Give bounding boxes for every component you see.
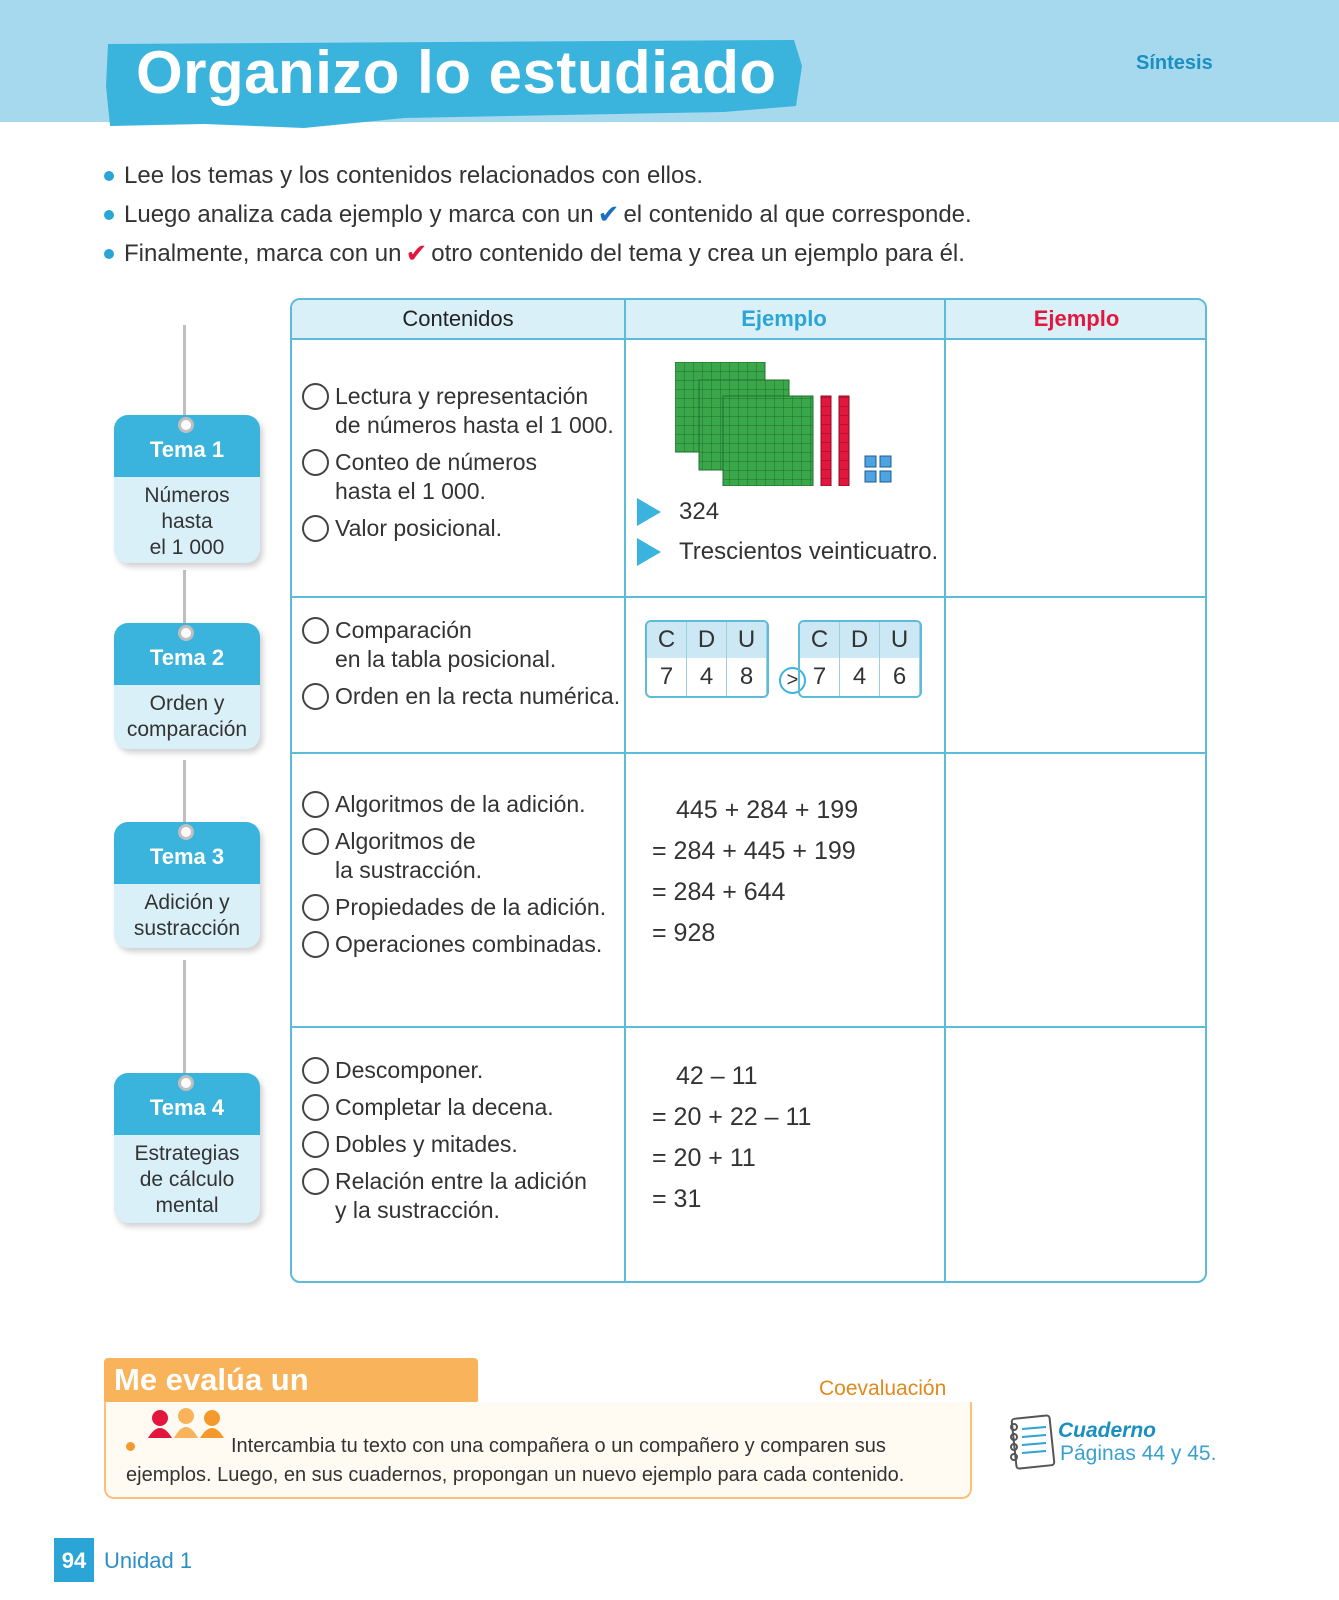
- content-option[interactable]: Dobles y mitades.: [302, 1130, 587, 1159]
- content-option[interactable]: Comparación en la tabla posicional.: [302, 616, 620, 674]
- unit-cubes: [865, 456, 891, 482]
- tema-name: Números hasta el 1 000: [144, 484, 230, 559]
- content-option[interactable]: Operaciones combinadas.: [302, 930, 606, 959]
- checkbox-circle[interactable]: [302, 894, 329, 921]
- row-divider: [292, 1026, 1207, 1028]
- instruction-text: el contenido al que corresponde.: [623, 201, 972, 228]
- ten-rod-1: [821, 396, 831, 486]
- mental-calc-example: 42 – 11 = 20 + 22 – 11 = 20 + 11 = 31: [652, 1062, 812, 1213]
- content-option[interactable]: Valor posicional.: [302, 514, 614, 543]
- place-value-table-right: C D U 7 4 6: [798, 620, 922, 698]
- instruction-text: otro contenido del tema y crea un ejemplo para él.: [431, 240, 965, 267]
- ten-rod-2: [839, 396, 849, 486]
- contents-row-2: [302, 616, 620, 719]
- section-label: Síntesis: [1136, 52, 1213, 74]
- instruction-3: [104, 234, 1204, 273]
- header-contenidos: Contenidos: [292, 300, 624, 340]
- instruction-2: [104, 195, 1204, 234]
- header-ejemplo-red: Ejemplo: [944, 300, 1207, 340]
- pin-icon: [178, 1075, 194, 1091]
- instruction-text: Luego analiza cada ejemplo y marca con un: [124, 201, 594, 228]
- instruction-1: [104, 156, 1204, 195]
- coevaluation-label: Coevaluación: [819, 1377, 947, 1400]
- tema-name: Orden y comparación: [126, 692, 248, 741]
- tema-name: Estrategias de cálculo mental: [134, 1142, 240, 1217]
- instruction-text: Lee los temas y los contenidos relacionados con ellos.: [124, 162, 703, 189]
- checkbox-circle[interactable]: [302, 828, 329, 855]
- instruction-text: Finalmente, marca con un: [124, 240, 402, 267]
- tema-card-1: [114, 415, 260, 563]
- contents-row-3: [302, 790, 606, 967]
- checkbox-circle[interactable]: [302, 1094, 329, 1121]
- column-divider: [944, 300, 946, 1283]
- contents-row-1: [302, 382, 614, 551]
- column-divider: [624, 300, 626, 1283]
- checkbox-circle[interactable]: [302, 1131, 329, 1158]
- checkbox-circle[interactable]: [302, 791, 329, 818]
- example-words-row: [637, 538, 938, 566]
- evaluation-text: Intercambia tu texto con una compañera o un compañero y comparen sus ejemplos. Luego, en sus cuadernos, propongan un nuevo ejemplo para cada contenido.: [126, 1435, 905, 1486]
- content-option[interactable]: Conteo de números hasta el 1 000.: [302, 448, 614, 506]
- checkbox-circle[interactable]: [302, 683, 329, 710]
- notebook-icon: [1006, 1413, 1056, 1471]
- checkbox-circle[interactable]: [302, 931, 329, 958]
- checkbox-circle[interactable]: [302, 617, 329, 644]
- pin-icon: [178, 417, 194, 433]
- page-title: Organizo lo estudiado: [136, 39, 777, 106]
- red-check-icon: ✔: [405, 238, 428, 268]
- checkbox-circle[interactable]: [302, 449, 329, 476]
- example-number-row: [637, 498, 719, 526]
- content-option[interactable]: Algoritmos de la sustracción.: [302, 827, 606, 885]
- content-option[interactable]: Relación entre la adición y la sustracción.: [302, 1167, 587, 1225]
- bullet-icon: [104, 249, 114, 259]
- connector-line: [183, 960, 186, 1085]
- instructions: [104, 156, 1204, 273]
- content-option[interactable]: Propiedades de la adición.: [302, 893, 606, 922]
- tema-name: Adición y sustracción: [133, 891, 241, 940]
- content-table: [290, 298, 1207, 1283]
- example-number: 324: [679, 498, 720, 525]
- evaluation-title: Me evalúa un: [104, 1358, 478, 1404]
- blue-check-icon: ✔: [597, 199, 620, 229]
- row-divider: [292, 752, 1207, 754]
- content-option[interactable]: Descomponer.: [302, 1056, 587, 1085]
- checkbox-circle[interactable]: [302, 1057, 329, 1084]
- play-arrow-icon: [637, 498, 661, 526]
- place-value-table-left: C D U 7 4 8: [645, 620, 769, 698]
- content-option[interactable]: Lectura y representación de números hasta el 1 000.: [302, 382, 614, 440]
- unit-label: Unidad 1: [104, 1548, 193, 1573]
- tema-header: Tema 3: [114, 822, 260, 884]
- tema-card-3: [114, 822, 260, 948]
- addition-example: 445 + 284 + 199 = 284 + 445 + 199 = 284 + 644 = 928: [652, 796, 859, 947]
- header-ejemplo-blue: Ejemplo: [624, 300, 944, 340]
- cuaderno-title: Cuaderno: [1058, 1419, 1157, 1442]
- page-number: 94: [54, 1538, 94, 1582]
- tema-card-4: [114, 1073, 260, 1223]
- tema-header: Tema 2: [114, 623, 260, 685]
- cuaderno-pages: Páginas 44 y 45.: [1060, 1442, 1217, 1465]
- content-option[interactable]: Completar la decena.: [302, 1093, 587, 1122]
- connector-line: [183, 325, 186, 425]
- greater-than-symbol: >: [779, 667, 806, 694]
- checkbox-circle[interactable]: [302, 515, 329, 542]
- bullet-icon: [104, 171, 114, 181]
- tema-header: Tema 4: [114, 1073, 260, 1135]
- tema-card-2: [114, 623, 260, 749]
- tema-header: Tema 1: [114, 415, 260, 477]
- pin-icon: [178, 824, 194, 840]
- row-divider: [292, 596, 1207, 598]
- base-ten-blocks-illustration: [675, 362, 905, 486]
- contents-row-4: [302, 1056, 587, 1233]
- evaluation-box: [104, 1402, 972, 1499]
- checkbox-circle[interactable]: [302, 383, 329, 410]
- bullet-icon: [104, 210, 114, 220]
- hundred-flat-3: [723, 396, 813, 486]
- content-option[interactable]: Orden en la recta numérica.: [302, 682, 620, 711]
- play-arrow-icon: [637, 538, 661, 566]
- example-words: Trescientos veinticuatro.: [679, 538, 939, 565]
- bullet-icon: [126, 1442, 135, 1451]
- content-option[interactable]: Algoritmos de la adición.: [302, 790, 606, 819]
- checkbox-circle[interactable]: [302, 1168, 329, 1195]
- pin-icon: [178, 625, 194, 641]
